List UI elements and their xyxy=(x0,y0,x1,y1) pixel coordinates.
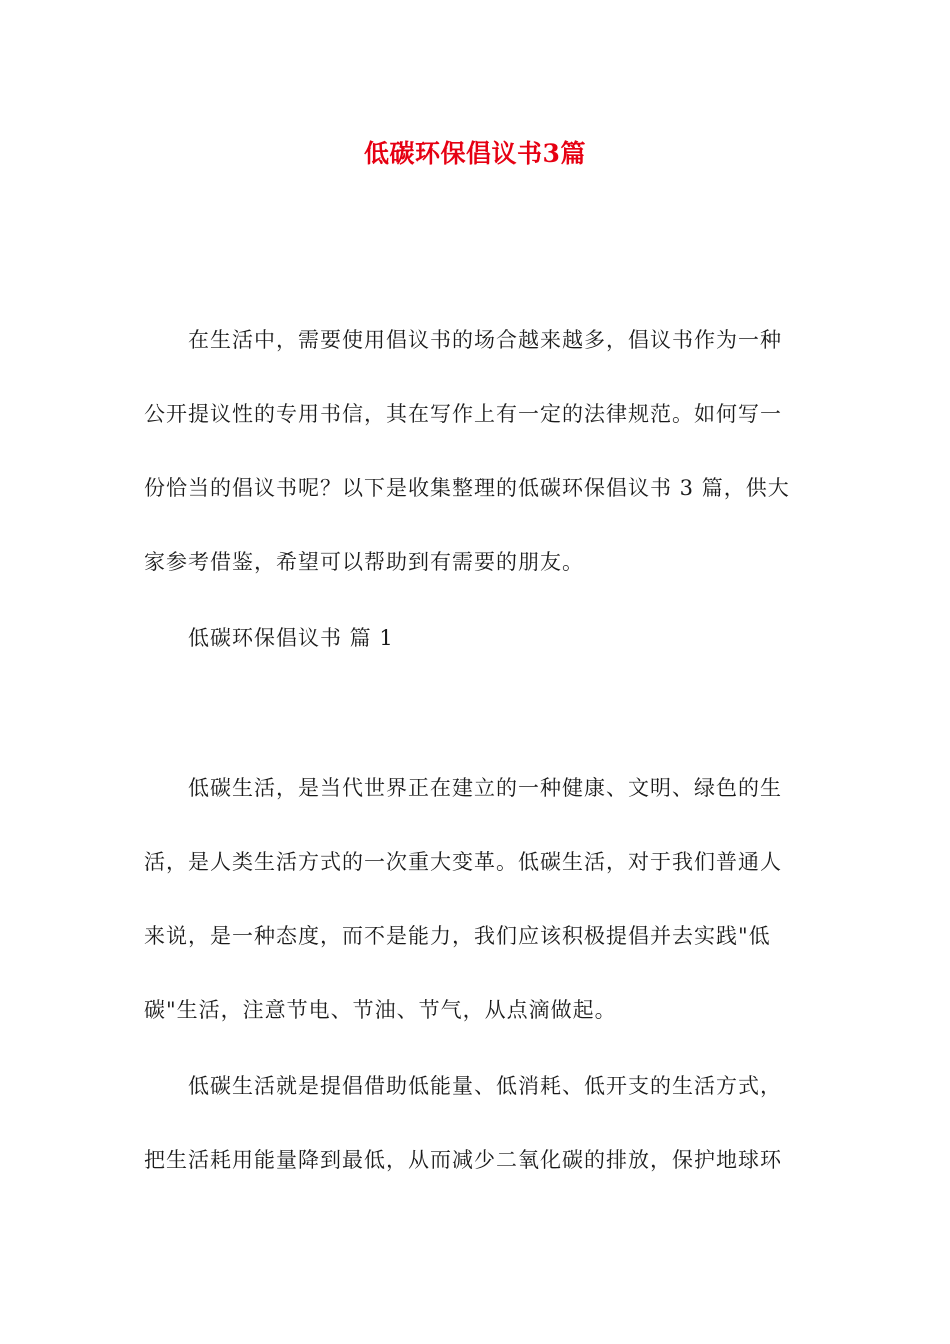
intro-line-1: 在生活中，需要使用倡议书的场合越来越多，倡议书作为一种 xyxy=(188,328,782,352)
para1-line-2: 活，是人类生活方式的一次重大变革。低碳生活，对于我们普通人 xyxy=(144,850,782,874)
intro-line-2: 公开提议性的专用书信，其在写作上有一定的法律规范。如何写一 xyxy=(144,402,782,426)
para1-line-3: 来说，是一种态度，而不是能力，我们应该积极提倡并去实践"低 xyxy=(144,924,771,948)
para1-line-1: 低碳生活，是当代世界正在建立的一种健康、文明、绿色的生 xyxy=(188,776,782,800)
para2-line-1: 低碳生活就是提倡借助低能量、低消耗、低开支的生活方式， xyxy=(188,1074,782,1098)
section-heading: 低碳环保倡议书 篇 1 xyxy=(188,626,394,650)
para2-line-2: 把生活耗用能量降到最低，从而减少二氧化碳的排放，保护地球环 xyxy=(144,1148,782,1172)
para1-line-4: 碳"生活，注意节电、节油、节气，从点滴做起。 xyxy=(144,998,617,1022)
intro-line-4: 家参考借鉴，希望可以帮助到有需要的朋友。 xyxy=(144,550,584,574)
document-title: 低碳环保倡议书3篇 xyxy=(364,139,586,168)
intro-line-3: 份恰当的倡议书呢？以下是收集整理的低碳环保倡议书 3 篇，供大 xyxy=(144,476,790,500)
